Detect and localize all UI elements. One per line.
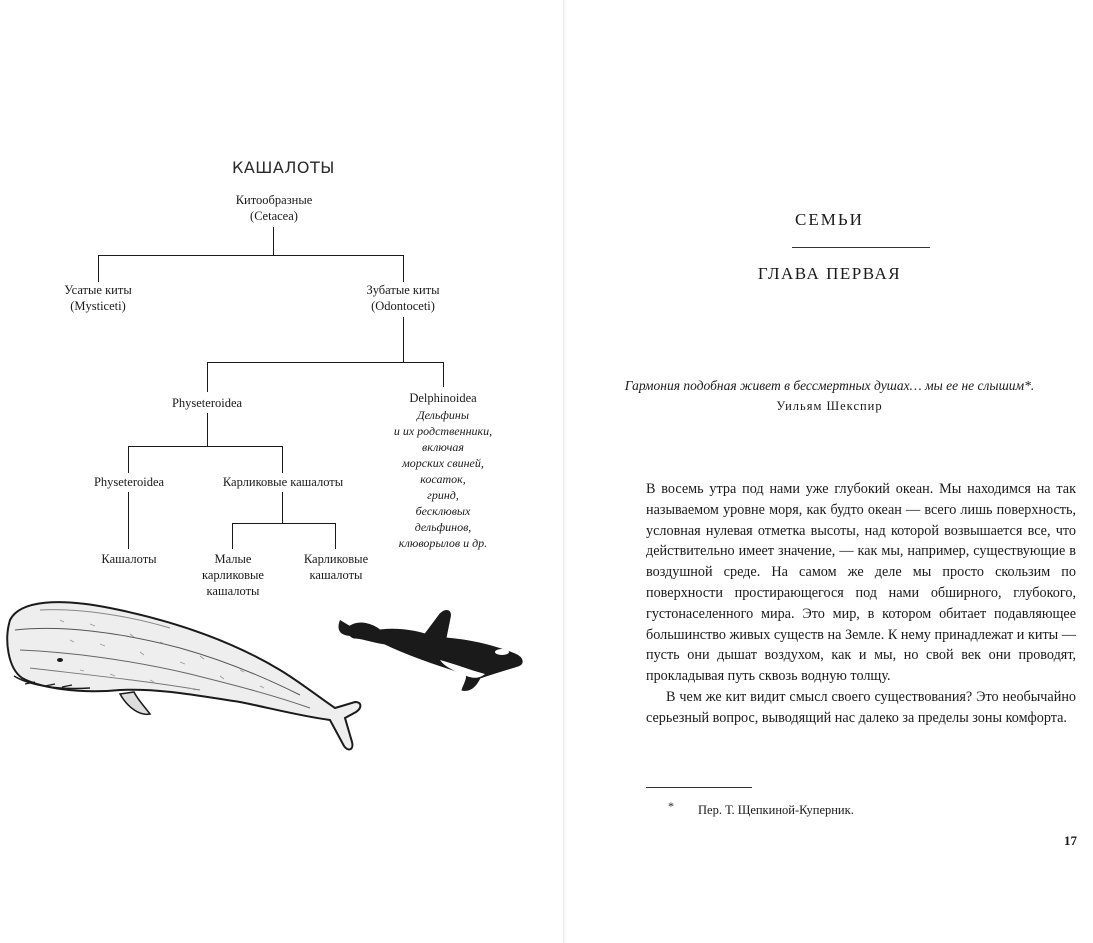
title-rule	[792, 247, 930, 248]
node-physeteroidea-sub: Physeteroidea	[93, 475, 165, 489]
epigraph-author: Уильям Шекспир	[776, 399, 883, 413]
node-odontoceti: Зубатые киты (Odontoceti)	[366, 283, 440, 313]
node-mysticeti: Усатые киты (Mysticeti)	[64, 283, 132, 313]
tree-title: КАШАЛОТЫ	[232, 158, 335, 177]
node-physeteroidea: Physeteroidea	[171, 396, 243, 410]
footnote-rule	[646, 787, 752, 788]
orca-illustration	[339, 611, 523, 691]
node-kogiidae: Карликовые кашалоты	[222, 475, 344, 489]
node-pygmy-sperm-whale: Карликовые кашалоты	[303, 552, 369, 582]
page-number: 17	[1064, 833, 1077, 848]
footnote-mark: *	[668, 799, 674, 813]
delphinoidea-description: Дельфины и их родственники, включая морских свиней, косаток, гринд, бесклювых дельфинов, клюворылов и др.	[393, 408, 493, 550]
paragraph: В чем же кит видит смысл своего существования? Это необычайно серьезный вопрос, выводящий нас далеко за пределы зоны комфорта.	[646, 688, 1076, 726]
paragraph: В восемь утра под нами уже глубокий океан. Мы находимся на так называемом уровне моря, как будто океан — всего лишь поверхность, условная нулевая отметка высоты, над которой возвышается все, что действительно имеет значение, — как мы, например, существующие в воздушной среде. На самом же деле мы просто скользим по поверхности простирающегося под нами обширного, глубокого, густонаселенного мира. Это мир, в котором обитает подавляющее большинство живых существ на Земле. К нему принадлежат и киты — пусть они дышат воздухом, как и мы, но свой век они проводят, прокладывая путь сквозь водную толщу.	[646, 481, 1076, 685]
node-sperm-whales: Кашалоты	[101, 552, 157, 566]
chapter-title: ГЛАВА ПЕРВАЯ	[757, 264, 902, 283]
node-dwarf-sperm-whale: Малые карликовые кашалоты	[202, 552, 264, 598]
whale-illustrations	[0, 590, 563, 790]
body-text	[646, 479, 1076, 729]
right-page	[566, 0, 1093, 943]
epigraph: Гармония подобная живет в бессмертных душах… мы ее не слышим*.	[624, 378, 1035, 393]
node-cetacea: Китообразные (Cetacea)	[235, 193, 313, 223]
node-delphinoidea: Delphinoidea	[409, 391, 477, 405]
footnote-text: Пер. Т. Щепкиной-Куперник.	[698, 803, 854, 817]
section-title: СЕМЬИ	[795, 210, 864, 229]
sperm-whale-illustration	[7, 602, 360, 749]
